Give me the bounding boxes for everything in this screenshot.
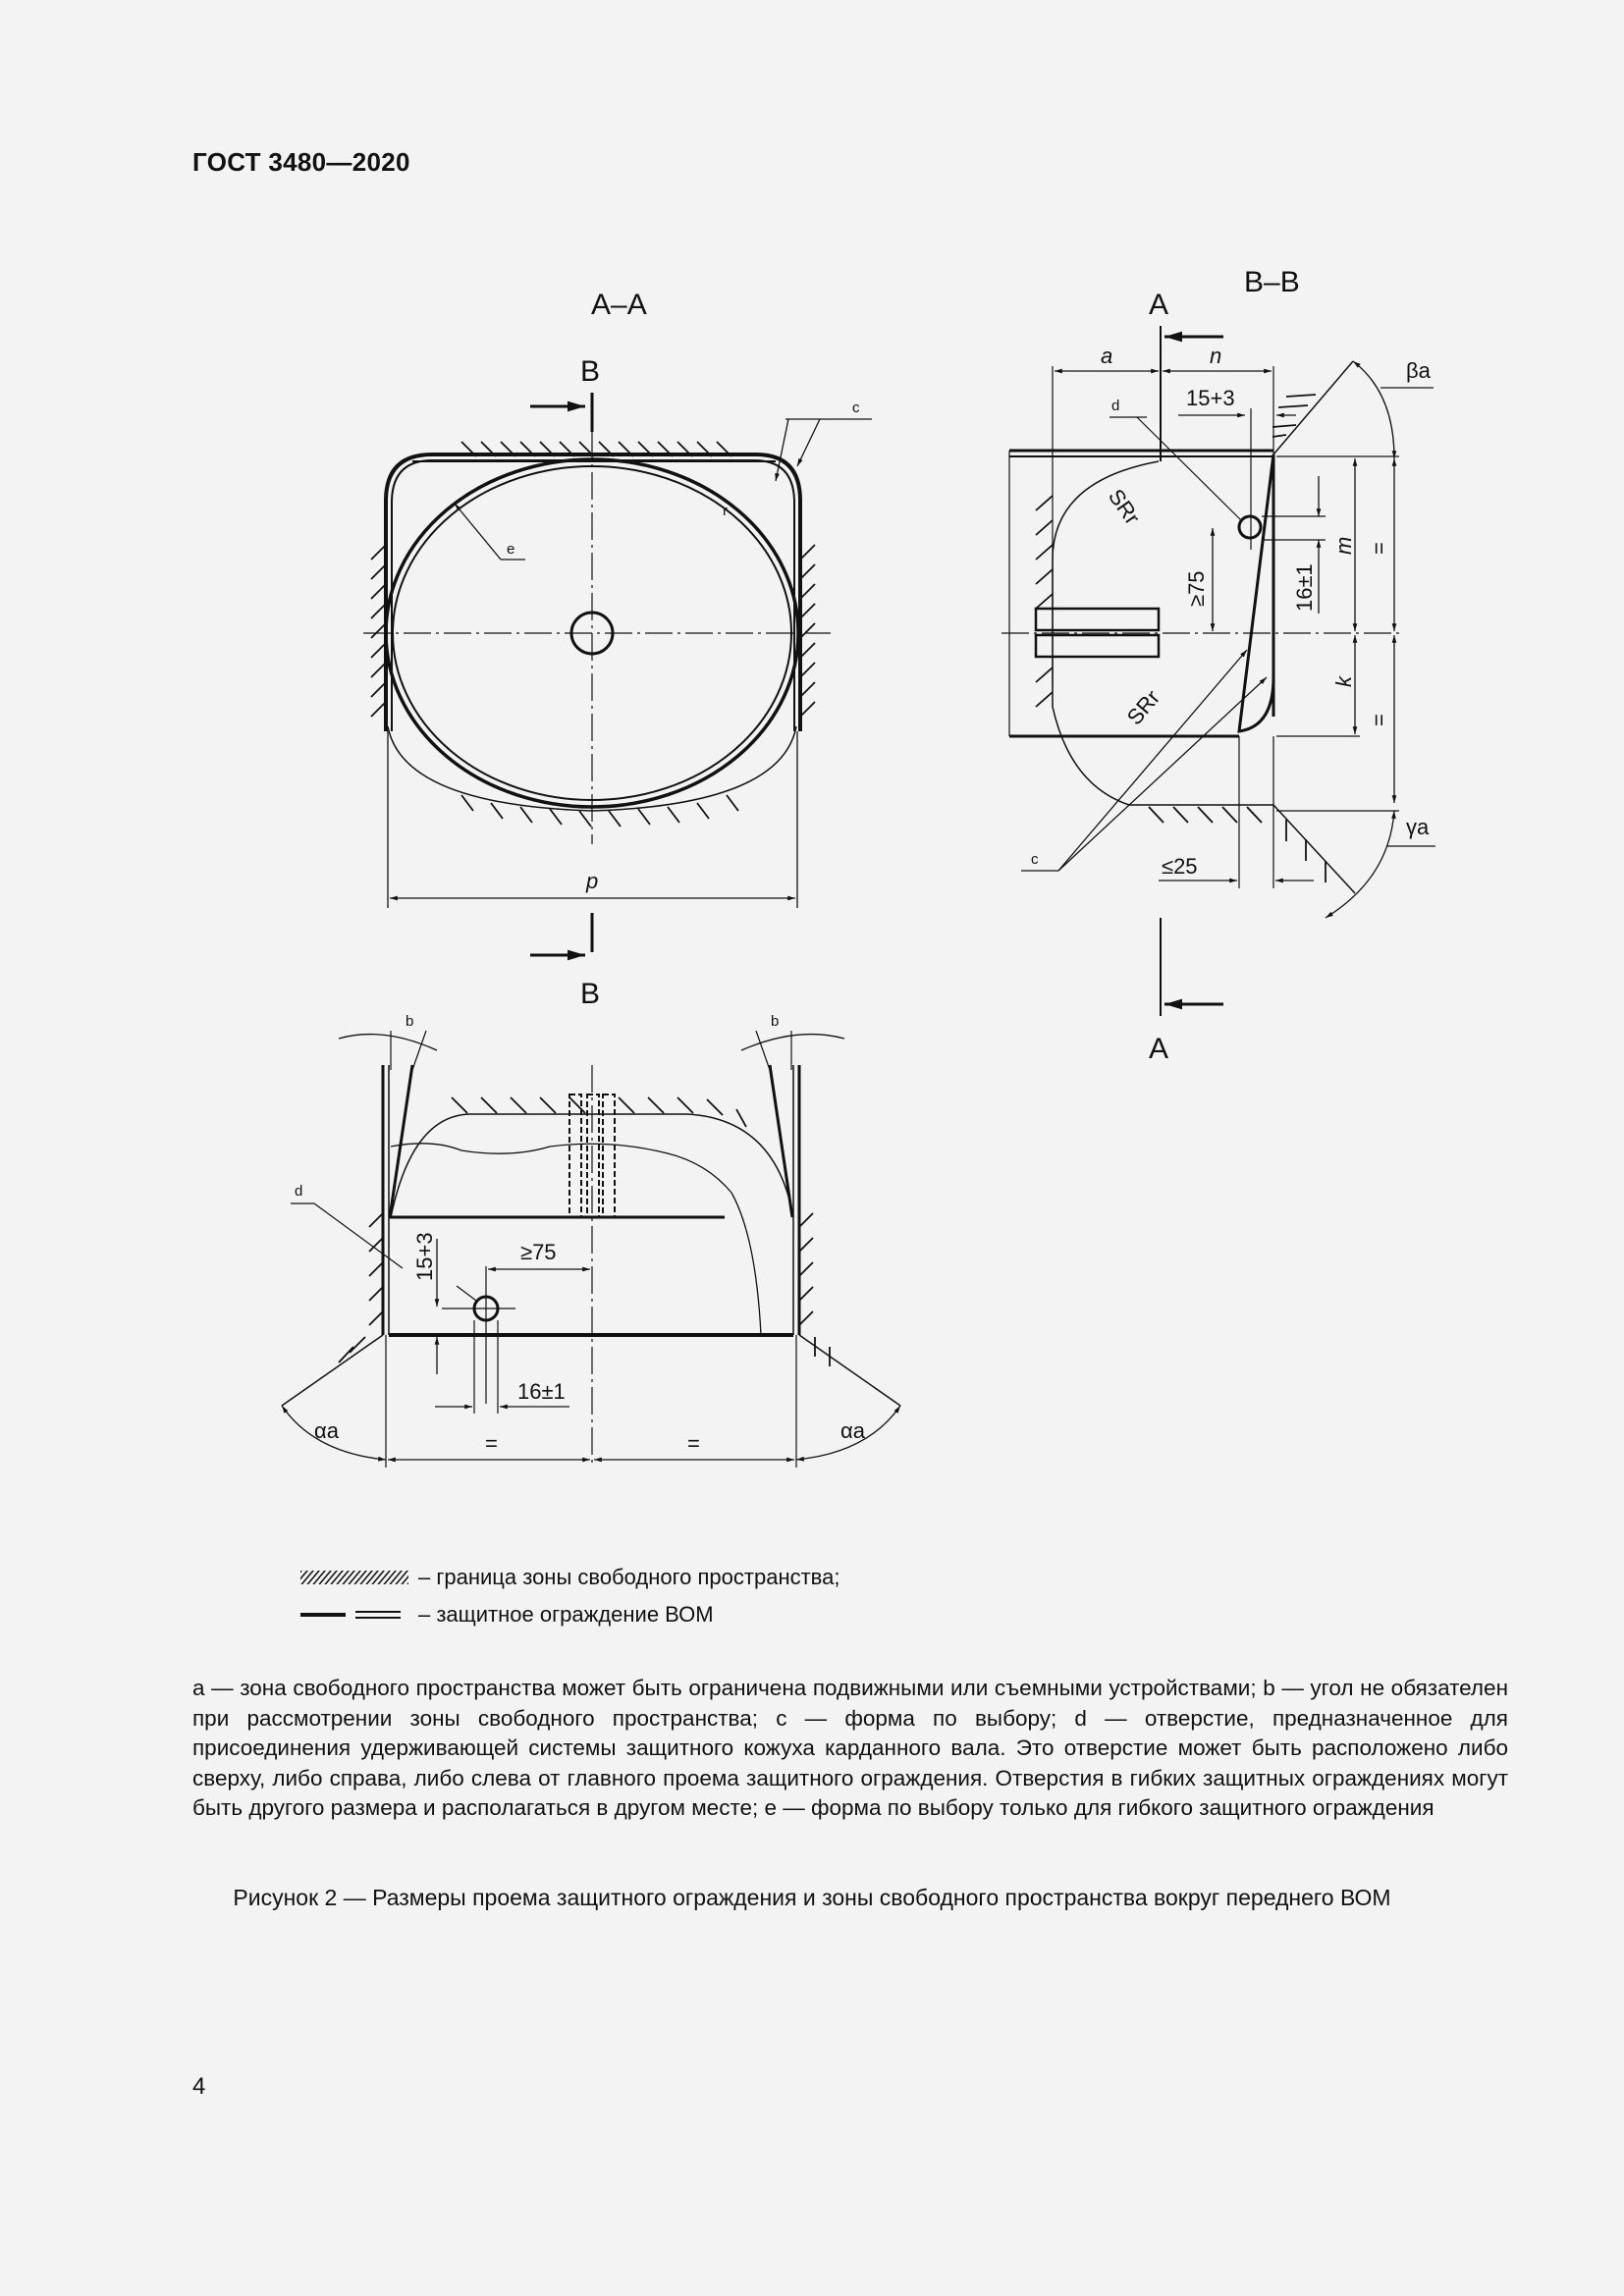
legend-item-guard — [300, 1596, 839, 1633]
legend — [300, 1559, 839, 1633]
view-aa — [363, 289, 872, 1010]
legend-item-hatch — [300, 1559, 839, 1596]
section-marker-a-bottom: А — [1149, 1033, 1169, 1065]
legend-text-guard: – защитное ограждение ВОМ — [418, 1602, 714, 1627]
view-bb-title: В–В — [1244, 266, 1300, 298]
angle-alpha-left: αa — [314, 1418, 339, 1443]
callout-b-right: b — [771, 1013, 780, 1030]
radius-srr-top: SRr — [1103, 484, 1146, 529]
dim-ge75-front: ≥75 — [520, 1240, 557, 1264]
section-marker-b-bottom: В — [580, 978, 601, 1010]
guard-lines-symbol-icon — [300, 1608, 408, 1622]
figure-caption: Рисунок 2 — Размеры проема защитного ограждения и зоны свободного пространства вокруг переднего ВОМ — [233, 1885, 1391, 1910]
angle-beta: βa — [1406, 358, 1431, 383]
dim-n: n — [1210, 344, 1222, 368]
document-header: ГОСТ 3480—2020 — [192, 147, 410, 177]
dim-16-1-front: 16±1 — [517, 1379, 566, 1404]
dim-p: p — [586, 869, 599, 893]
view-aa-title: А–А — [591, 289, 647, 321]
radius-r: r — [723, 503, 728, 519]
dim-k: k — [1331, 676, 1356, 687]
callout-d-bb: d — [1111, 398, 1120, 414]
section-marker-b-top: В — [580, 355, 601, 388]
dim-eq1-bb: = — [1367, 542, 1391, 555]
angle-gamma: γa — [1406, 815, 1430, 839]
figure-notes: a — зона свободного пространства может быть ограничена подвижными или съемными устройствами; b — угол не обязателен при рассмотрении зоны свободного пространства; c — форма по выбору; d — отверстие, предназначенное для присоединения удерживающей системы защитного кожуха карданного вала. Это отверстие может быть расположено либо сверху, либо справа, либо слева от главного проема защитного ограждения. Отверстия в гибких защитных ограждениях могут быть другого размера и располагаться в другом месте; e — форма по выбору только для гибкого защитного ограждения — [192, 1676, 1508, 1820]
dim-eq-left: = — [485, 1431, 498, 1456]
callout-c-aa: c — [852, 400, 860, 416]
dim-15-3: 15+3 — [1186, 386, 1235, 410]
dim-eq2-bb: = — [1367, 714, 1391, 726]
callout-c-bb: c — [1031, 851, 1039, 868]
legend-text-hatch: – граница зоны свободного пространства; — [418, 1565, 840, 1589]
angle-alpha-right: αa — [840, 1418, 865, 1443]
radius-srr-bottom: SRr — [1121, 685, 1165, 730]
callout-b-left: b — [406, 1013, 414, 1030]
dim-a: a — [1101, 344, 1113, 368]
dim-ge75-bb: ≥75 — [1184, 570, 1209, 607]
page-number: 4 — [192, 2073, 206, 2100]
section-marker-a-top: А — [1149, 289, 1169, 321]
hatch-symbol-icon — [300, 1571, 408, 1584]
dim-le25: ≤25 — [1162, 854, 1198, 879]
dim-16-1-bb: 16±1 — [1292, 563, 1317, 612]
callout-e: e — [507, 541, 515, 558]
view-front — [282, 1013, 900, 1468]
dim-eq-right: = — [687, 1431, 700, 1456]
dim-m: m — [1331, 536, 1356, 555]
callout-d-front: d — [295, 1183, 303, 1200]
view-bb — [1001, 266, 1435, 1065]
dim-15-3-front: 15+3 — [412, 1232, 437, 1281]
